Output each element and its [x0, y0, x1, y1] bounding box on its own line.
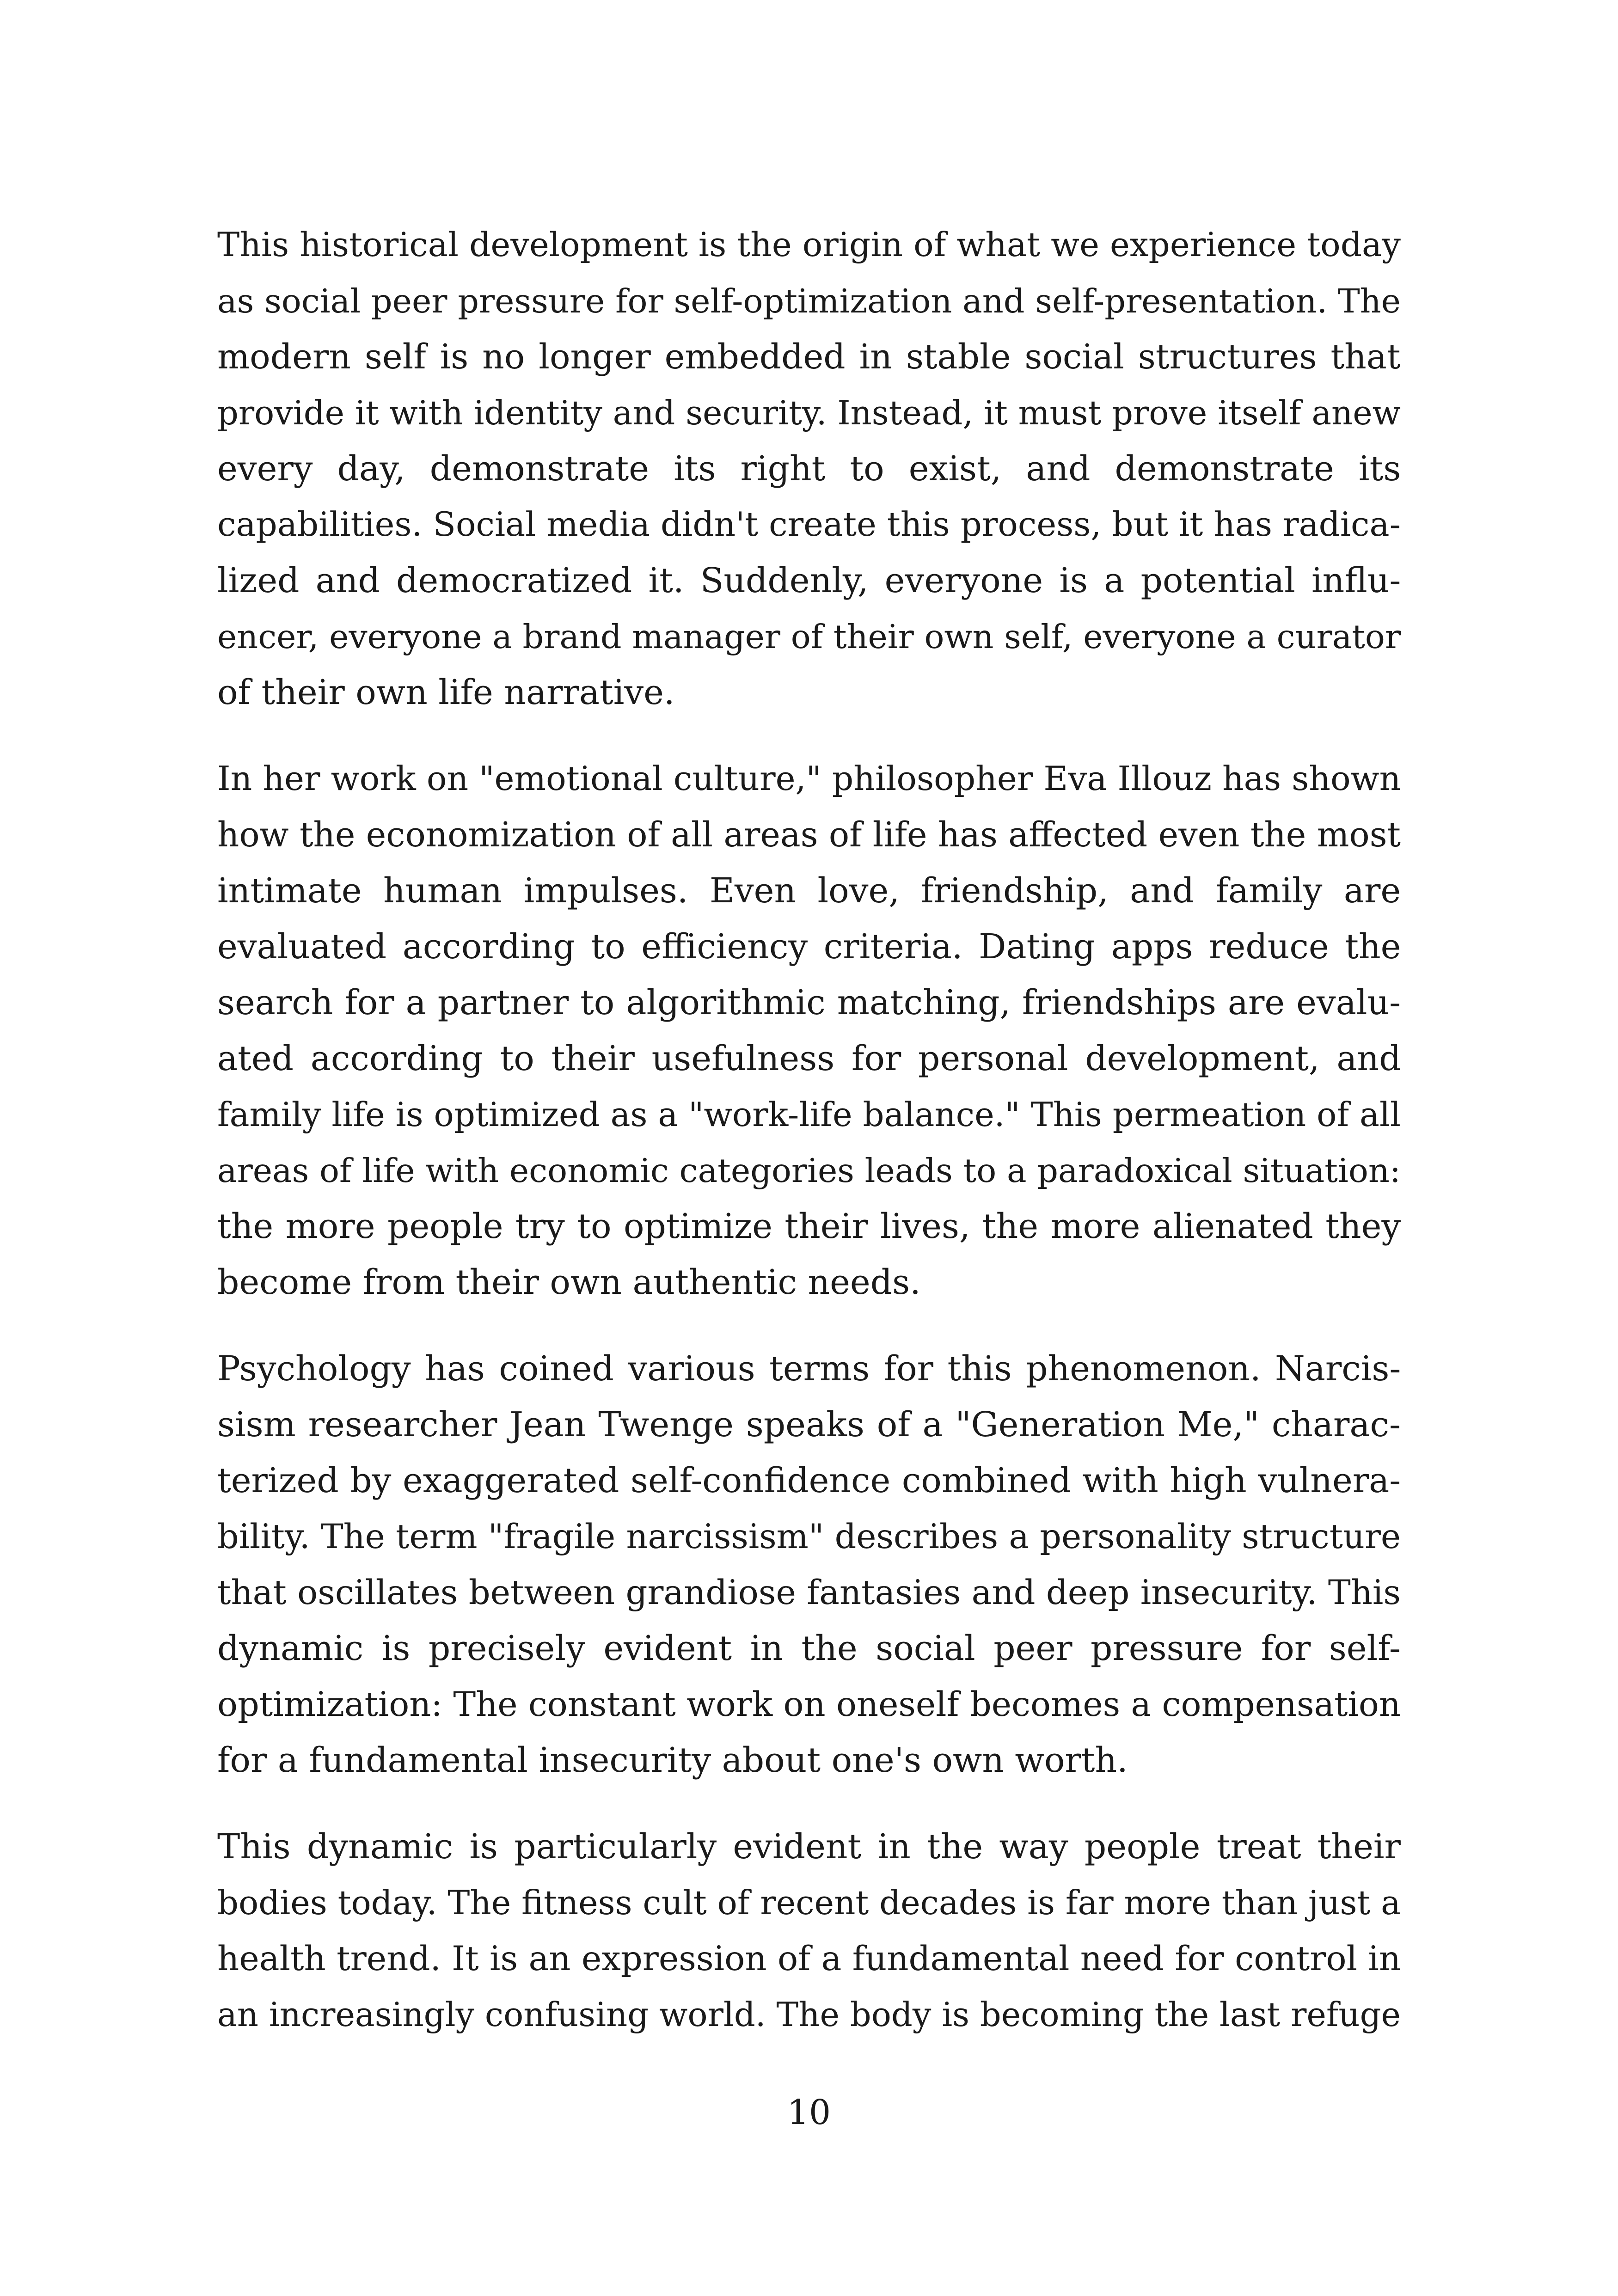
text-line: health trend. It is an expression of a fundamental need for control in: [217, 1939, 1401, 1978]
text-line: family life is optimized as a "work-life balance." This permeation of all: [217, 1095, 1401, 1134]
text-line: Psychology has coined various terms for this phenomenon. Narcis-: [217, 1349, 1401, 1389]
text-line: bodies today. The fitness cult of recent decades is far more than just a: [217, 1883, 1401, 1922]
text-line: the more people try to optimize their lives, the more alienated they: [217, 1206, 1401, 1246]
text-line: that oscillates between grandiose fantasies and deep insecurity. This: [217, 1573, 1401, 1612]
text-line: become from their own authentic needs.: [217, 1262, 921, 1302]
body-text: [217, 217, 1401, 2043]
text-line: sism researcher Jean Twenge speaks of a "Generation Me," charac-: [217, 1405, 1401, 1445]
text-line: dynamic is precisely evident in the social peer pressure for self-: [217, 1629, 1401, 1668]
text-line: encer, everyone a brand manager of their own self, everyone a curator: [217, 618, 1401, 656]
text-line: an increasingly confusing world. The body is becoming the last refuge: [217, 1995, 1401, 2034]
text-line: how the economization of all areas of life has affected even the most: [217, 815, 1401, 855]
text-line: every day, demonstrate its right to exist, and demonstrate its: [217, 449, 1401, 489]
paragraph-gap: [217, 1788, 1401, 1819]
text-line: In her work on "emotional culture," philosopher Eva Illouz has shown: [217, 759, 1401, 798]
text-line: terized by exaggerated self-confidence combined with high vulnera-: [217, 1461, 1401, 1500]
text-line: provide it with identity and security. Instead, it must prove itself anew: [217, 393, 1401, 432]
paragraph-2: [217, 751, 1401, 1310]
paragraph-gap: [217, 1310, 1401, 1341]
text-line: lized and democratized it. Suddenly, everyone is a potential influ-: [217, 561, 1401, 600]
paragraph-4: [217, 1819, 1401, 2043]
text-line: as social peer pressure for self-optimization and self-presentation. The: [217, 282, 1401, 320]
text-line: search for a partner to algorithmic matching, friendships are evalu-: [217, 983, 1401, 1022]
page-number: 10: [787, 2093, 831, 2132]
text-line: bility. The term "fragile narcissism" describes a personality structure: [217, 1517, 1401, 1556]
text-line: for a fundamental insecurity about one's own worth.: [217, 1740, 1128, 1780]
text-line: modern self is no longer embedded in stable social structures that: [217, 337, 1401, 377]
text-line: evaluated according to efficiency criteria. Dating apps reduce the: [217, 927, 1401, 967]
paragraph-gap: [217, 721, 1401, 751]
text-line: capabilities. Social media didn't create this process, but it has radica-: [217, 505, 1401, 544]
text-line: intimate human impulses. Even love, friendship, and family are: [217, 871, 1401, 911]
text-line: ated according to their usefulness for personal development, and: [217, 1039, 1401, 1078]
paragraph-3: [217, 1341, 1401, 1788]
text-line: This historical development is the origin of what we experience today: [217, 226, 1401, 264]
text-line: areas of life with economic categories leads to a paradoxical situation:: [217, 1151, 1401, 1190]
text-line: This dynamic is particularly evident in the way people treat their: [217, 1827, 1401, 1867]
paragraph-1: [217, 217, 1401, 721]
text-line: optimization: The constant work on oneself becomes a compensation: [217, 1685, 1401, 1724]
text-line: of their own life narrative.: [217, 673, 675, 712]
